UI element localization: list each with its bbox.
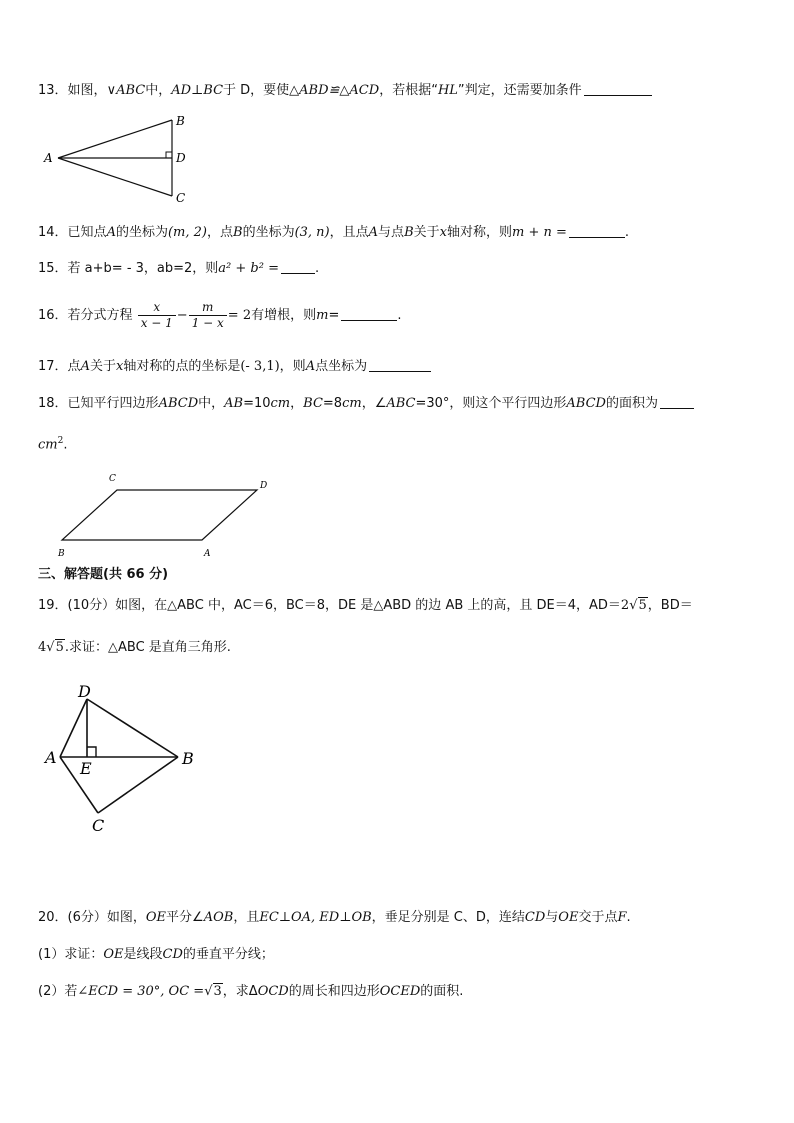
answer-blank-15[interactable]: [281, 261, 315, 274]
label-a: A: [45, 748, 57, 767]
question-14-text: 14．已知点A的坐标为(m, 2)，点B的坐标为(3, n)，且点A与点B关于x轴对称，则m + n = .: [38, 225, 630, 240]
question-18-unit: $cm^2$.: [38, 436, 68, 453]
answer-blank-14[interactable]: [569, 225, 625, 238]
question-19-text-2: 4√5.求证：△ABC 是直角三角形.: [38, 640, 231, 655]
segment-ac: [60, 757, 98, 813]
figure-13-triangle: [40, 112, 200, 208]
question-20-part-1: (1）求证：OE是线段CD的垂直平分线；: [38, 947, 274, 962]
sqrt-oc: √3: [204, 984, 222, 999]
label-d: D: [78, 682, 91, 701]
fraction-m-over-1-minus-x: $\frac{m}{1 - x}$: [189, 300, 227, 331]
figure-19-quadrilateral: [40, 680, 200, 836]
question-15-text: 15．若 a+b= - 3，ab=2，则a² + b² = .: [38, 261, 320, 276]
sqrt-bd: 4√5: [38, 640, 64, 655]
fraction-x-over-x-minus-1: $\frac{x}{x - 1}$: [138, 300, 176, 331]
label-c: C: [176, 191, 186, 205]
segment-bd: [87, 699, 178, 757]
label-b: B: [58, 549, 65, 559]
question-16-text: 16．若分式方程 $\frac{x}{x - 1}$ − $\frac{m}{1 - x}$ = 2有增根，则m= .: [38, 300, 402, 330]
right-angle-mark: [166, 152, 172, 158]
question-13-text: 13．如图，∨ABC中，AD⊥BC于 D，要使△ABD≌△ACD，若根据“HL”判定，还需要加条件: [38, 82, 652, 100]
label-b: B: [176, 114, 185, 128]
figure-18-parallelogram: [52, 470, 282, 562]
question-20-text: 20．(6分）如图，OE平分∠AOB，且EC⊥OA, ED⊥OB，垂足分别是 C、D，连结CD与OE交于点F.: [38, 910, 631, 925]
segment-ac: [58, 158, 172, 196]
segment-ab: [58, 120, 172, 158]
label-a: A: [204, 549, 211, 559]
answer-blank-18[interactable]: [660, 396, 694, 409]
label-e: E: [80, 759, 92, 778]
question-19-text: 19．(10分）如图，在△ABC 中，AC＝6，BC＝8，DE 是△ABD 的边 AB 上的高，且 DE＝4，AD＝2√5，BD＝: [38, 598, 693, 613]
label-b: B: [182, 749, 194, 768]
question-20-part-2: (2）若∠ECD = 30°, OC =√3，求ΔOCD的周长和四边形OCED的面积.: [38, 984, 464, 999]
label-c: C: [109, 474, 116, 484]
section-3-heading: 三、解答题(共 66 分): [38, 567, 169, 582]
answer-blank-17[interactable]: [369, 359, 431, 372]
segment-bc: [98, 757, 178, 813]
label-a: A: [44, 151, 53, 165]
segment-ad: [60, 699, 87, 757]
answer-blank-16[interactable]: [341, 308, 397, 321]
question-17-text: 17．点A关于x轴对称的点的坐标是(- 3,1)，则A点坐标为: [38, 358, 431, 376]
answer-blank-13[interactable]: [584, 83, 652, 96]
question-18-text: 18．已知平行四边形ABCD中，AB=10cm，BC=8cm，∠ABC=30°，则这个平行四边形ABCD的面积为: [38, 395, 694, 413]
parallelogram-abcd: [62, 490, 257, 540]
right-angle-mark: [87, 747, 96, 757]
label-c: C: [92, 816, 105, 835]
sqrt-ad: 2√5: [620, 598, 647, 613]
label-d: D: [176, 151, 186, 165]
label-d: D: [260, 481, 268, 491]
